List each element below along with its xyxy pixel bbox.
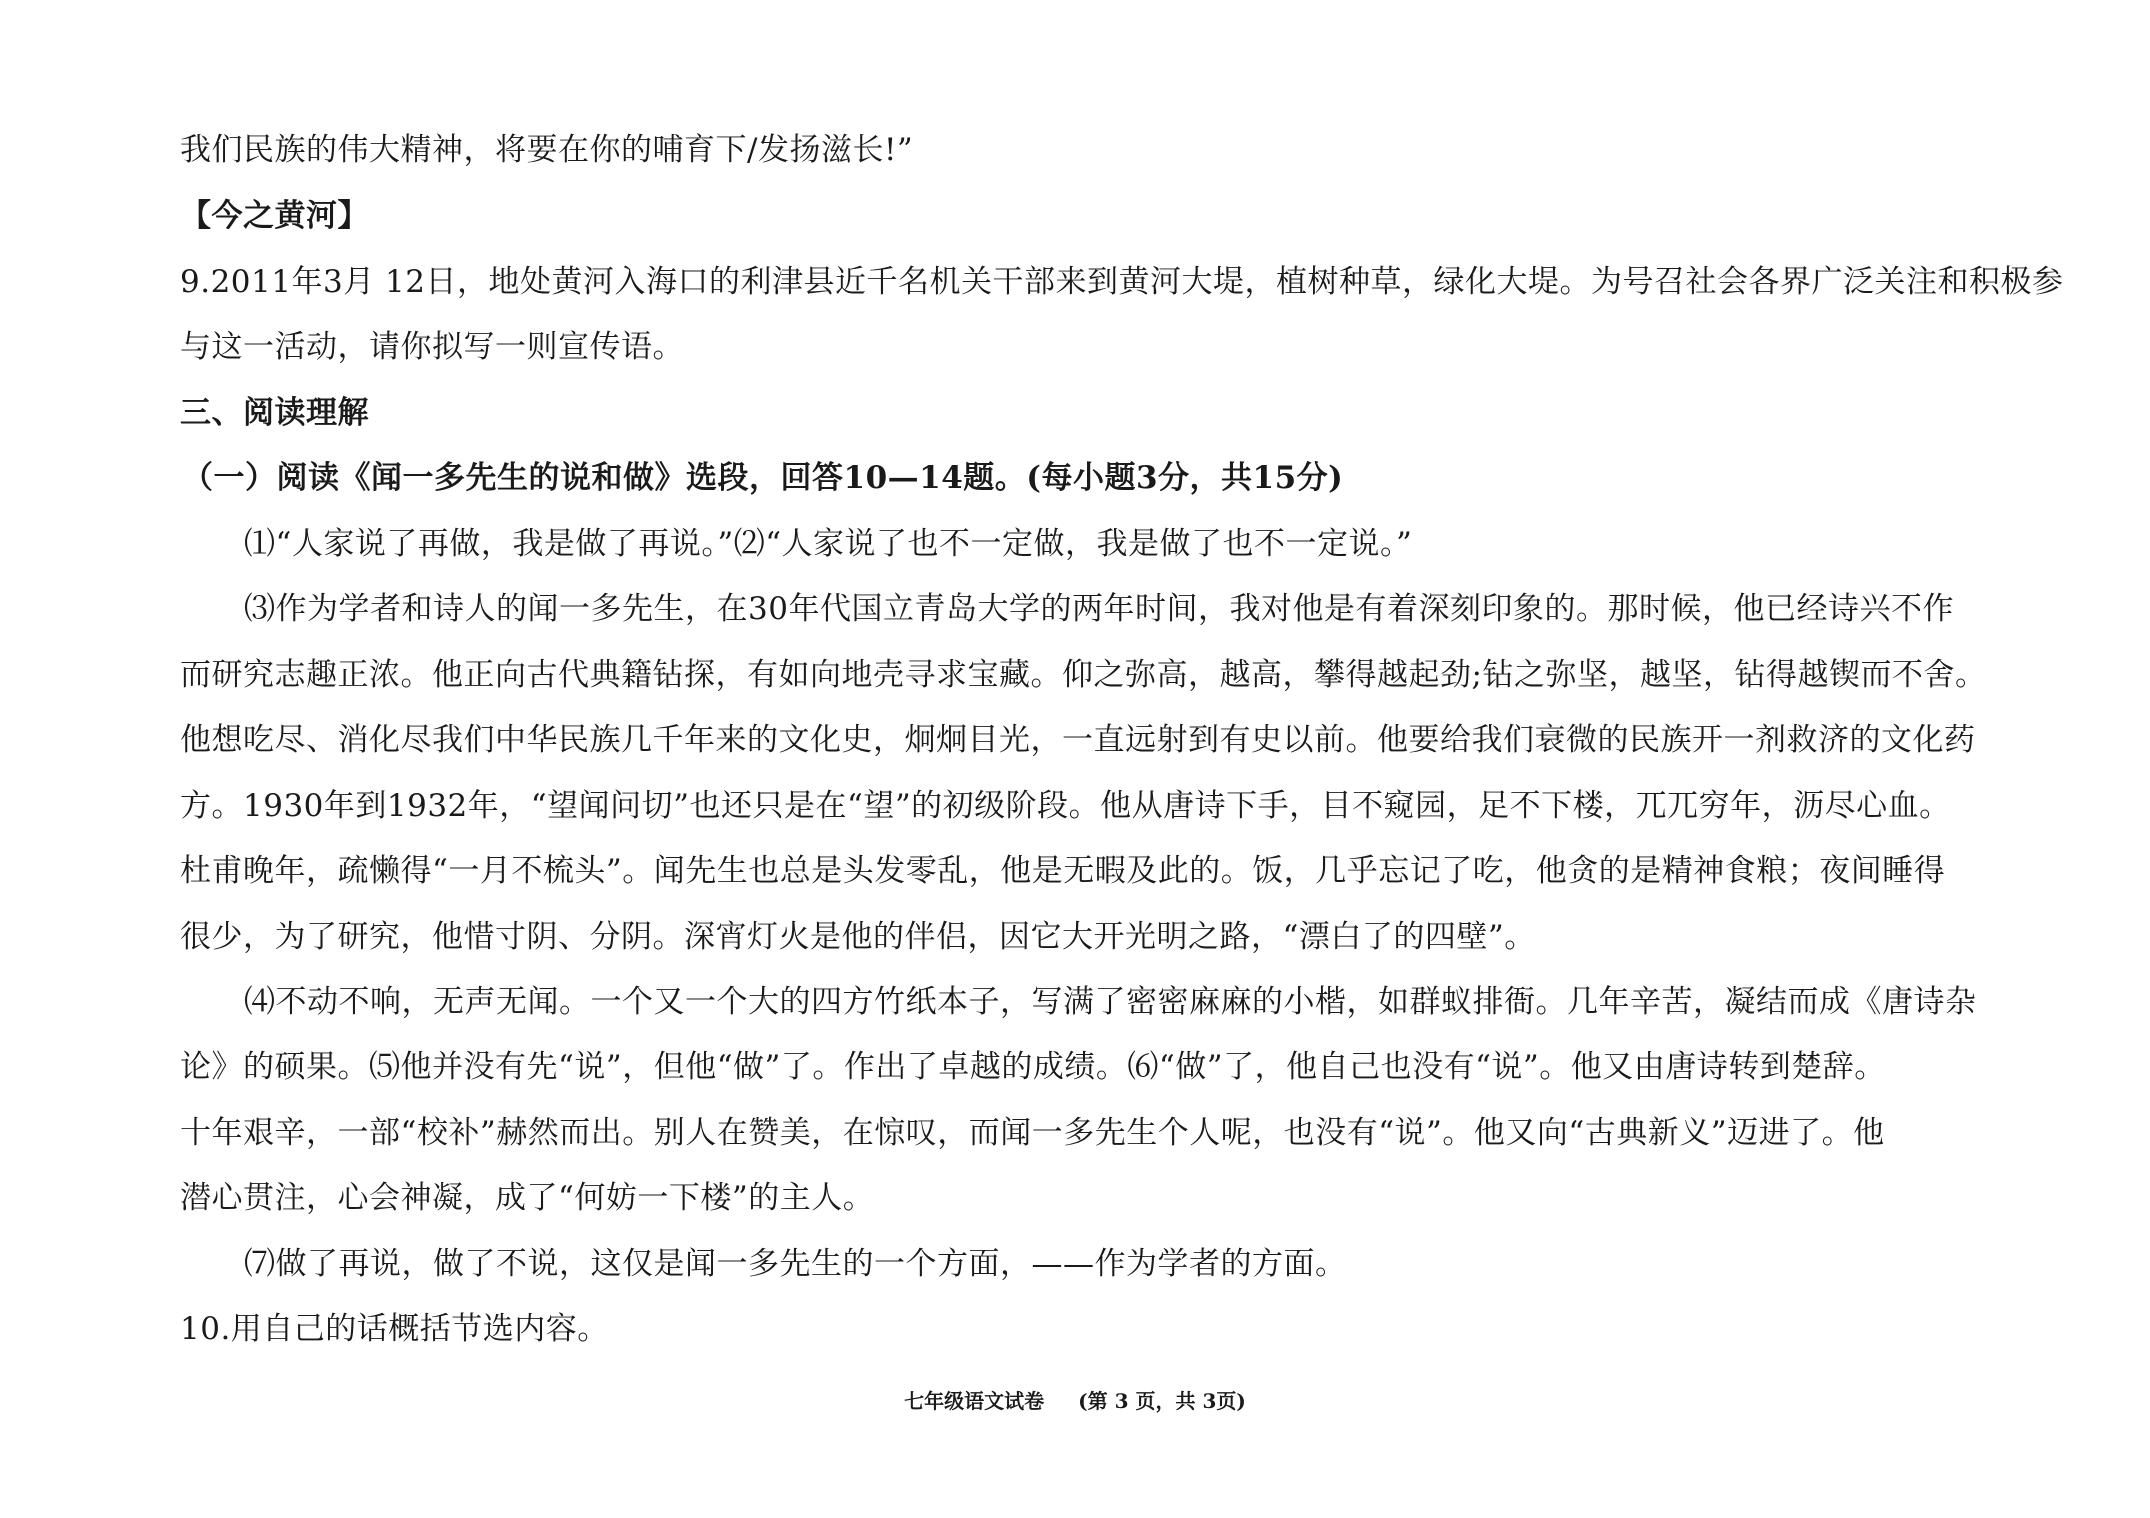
passage-paragraph-4: ⑷不动不响，无声无闻。一个又一个大的四方竹纸本子，写满了密密麻麻的小楷，如群蚁排衙。几年辛苦，凝结而成《唐诗杂 [244, 984, 1977, 1020]
passage-paragraph-3-line: 他想吃尽、消化尽我们中华民族几千年来的文化史，炯炯目光，一直远射到有史以前。他要给我们衰微的民族开一剂救济的文化药 [180, 722, 1976, 758]
passage-paragraph-3-line: 很少，为了研究，他惜寸阴、分阴。深宵灯火是他的伴侣，因它大开光明之路，“漂白了的四壁”。 [180, 919, 1536, 955]
question-10-text: 10.用自己的话概括节选内容。 [180, 1311, 609, 1347]
passage-paragraph-4-line: 论》的硕果。⑸他并没有先“说”，但他“做”了。作出了卓越的成绩。⑹“做”了，他自己也没有“说”。他又由唐诗转到楚辞。 [180, 1049, 1886, 1085]
passage-paragraph-1: ⑴“人家说了再做，我是做了再说。”⑵“人家说了也不一定做，我是做了也不一定说。” [244, 526, 1413, 562]
section-heading-reading: 三、阅读理解 [180, 395, 369, 431]
passage-paragraph-3-line: 方。1930年到1932年，“望闻问切”也还只是在“望”的初级阶段。他从唐诗下手，目不窥园，足不下楼，兀兀穷年，沥尽心血。 [180, 788, 1951, 824]
passage-paragraph-4-line: 潜心贯注，心会神凝，成了“何妨一下楼”的主人。 [180, 1180, 875, 1216]
passage-paragraph-3-line: 而研究志趣正浓。他正向古代典籍钻探，有如向地壳寻求宝藏。仰之弥高，越高，攀得越起劲;钻之弥坚，越坚，钻得越锲而不舍。 [180, 657, 1987, 693]
passage-paragraph-3-line: 杜甫晚年，疏懒得“一月不梳头”。闻先生也总是头发零乱，他是无暇及此的。饭，几乎忘记了吃，他贪的是精神食粮；夜间睡得 [180, 853, 1946, 889]
question-9-text: 9.2011年3月 12日，地处黄河入海口的利津县近千名机关干部来到黄河大堤，植树种草，绿化大堤。为号召社会各界广泛关注和积极参 [180, 264, 2064, 300]
poem-closing-line: 我们民族的伟大精神，将要在你的哺育下/发扬滋长!” [180, 132, 914, 168]
passage-paragraph-7: ⑺做了再说，做了不说，这仅是闻一多先生的一个方面，——作为学者的方面。 [244, 1246, 1347, 1282]
section-heading-today-yellow-river: 【今之黄河】 [180, 198, 369, 234]
footer-page-info: (第 3 页，共 3页) [1078, 1389, 1246, 1413]
footer-title: 七年级语文试卷 [904, 1389, 1045, 1413]
passage-paragraph-3: ⑶作为学者和诗人的闻一多先生，在30年代国立青岛大学的两年时间，我对他是有着深刻印象的。那时候，他已经诗兴不作 [244, 591, 1954, 627]
passage-paragraph-4-line: 十年艰辛，一部“校补”赫然而出。别人在赞美，在惊叹，而闻一多先生个人呢，也没有“说”。他又向“古典新义”迈进了。他 [180, 1115, 1885, 1151]
page-footer [0, 1386, 2150, 1416]
question-9-text-cont: 与这一活动，请你拟写一则宣传语。 [180, 329, 684, 365]
reading-subsection-heading: （一）阅读《闻一多先生的说和做》选段，回答10—14题。(每小题3分，共15分) [182, 460, 1344, 496]
